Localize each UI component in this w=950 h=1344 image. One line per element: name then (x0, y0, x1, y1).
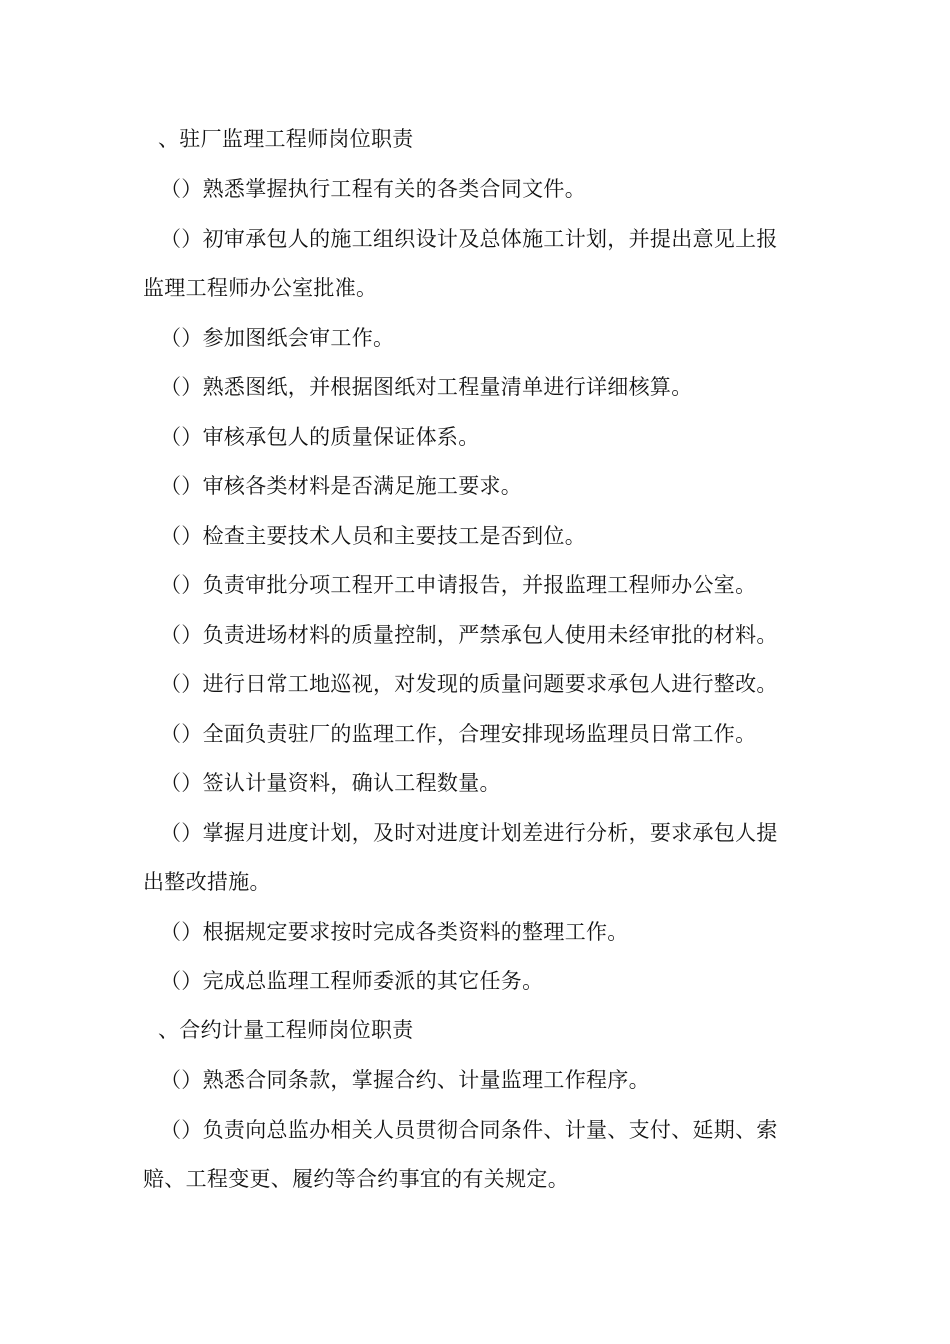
list-item: （）熟悉图纸，并根据图纸对工程量清单进行详细核算。 (160, 375, 693, 399)
list-item: （）检查主要技术人员和主要技工是否到位。 (160, 524, 586, 548)
list-item: （）负责向总监办相关人员贯彻合同条件、计量、支付、延期、索 (160, 1118, 778, 1142)
section-heading: 、驻厂监理工程师岗位职责 (158, 127, 414, 151)
section-heading: 、合约计量工程师岗位职责 (158, 1018, 414, 1042)
list-item: （）进行日常工地巡视，对发现的质量问题要求承包人进行整改。 (160, 672, 778, 696)
list-item: （）审核承包人的质量保证体系。 (160, 425, 480, 449)
list-item: （）根据规定要求按时完成各类资料的整理工作。 (160, 920, 629, 944)
list-item: （）签认计量资料，确认工程数量。 (160, 771, 501, 795)
list-item: （）参加图纸会审工作。 (160, 326, 395, 350)
list-item: （）负责审批分项工程开工申请报告，并报监理工程师办公室。 (160, 573, 757, 597)
list-item: （）全面负责驻厂的监理工作，合理安排现场监理员日常工作。 (160, 722, 757, 746)
list-item: （）审核各类材料是否满足施工要求。 (160, 474, 523, 498)
list-item: （）熟悉合同条款，掌握合约、计量监理工作程序。 (160, 1068, 650, 1092)
list-item-continuation: 监理工程师办公室批准。 (143, 276, 378, 300)
list-item: （）初审承包人的施工组织设计及总体施工计划，并提出意见上报 (160, 227, 778, 251)
list-item: （）熟悉掌握执行工程有关的各类合同文件。 (160, 177, 586, 201)
list-item: （）完成总监理工程师委派的其它任务。 (160, 969, 544, 993)
list-item: （）负责进场材料的质量控制，严禁承包人使用未经审批的材料。 (160, 623, 778, 647)
list-item-continuation: 出整改措施。 (143, 870, 271, 894)
list-item-continuation: 赔、工程变更、履约等合约事宜的有关规定。 (143, 1167, 569, 1191)
list-item: （）掌握月进度计划，及时对进度计划差进行分析，要求承包人提 (160, 821, 778, 845)
